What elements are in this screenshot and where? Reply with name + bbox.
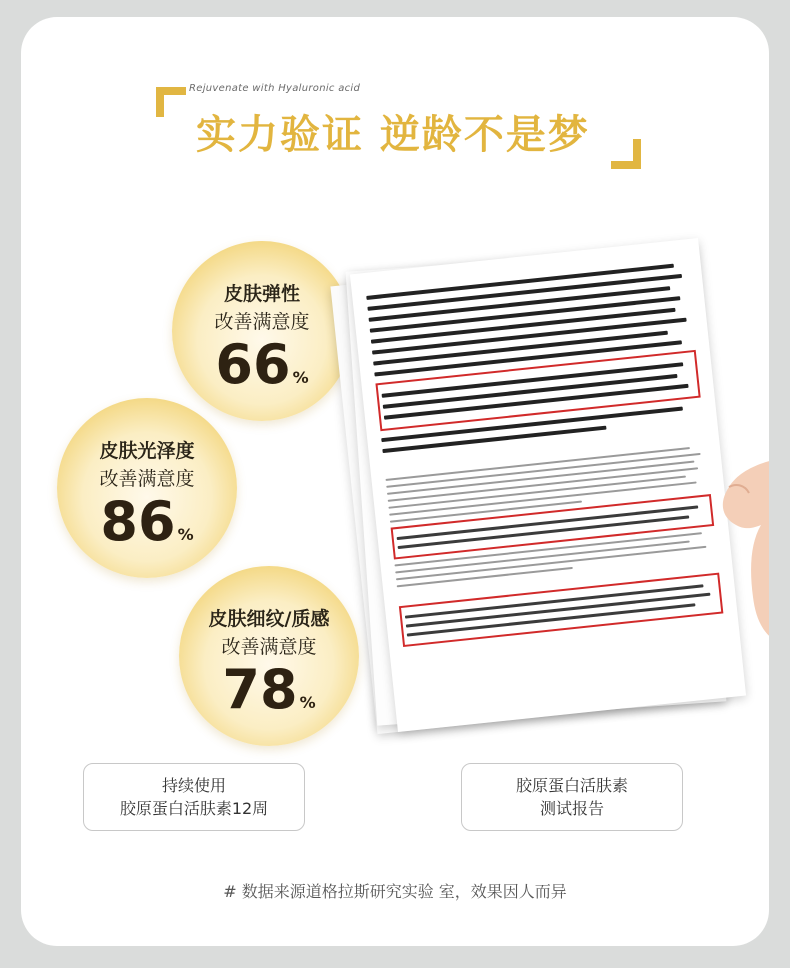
stat-number bbox=[172, 333, 352, 396]
stat-unit: % bbox=[292, 368, 309, 387]
stat-number bbox=[179, 658, 359, 721]
header-title: 实力验证 逆龄不是梦 bbox=[196, 112, 590, 158]
highlight-box bbox=[375, 350, 700, 431]
button-line: 胶原蛋白活肤素 bbox=[515, 776, 628, 795]
stat-fine-lines bbox=[179, 566, 359, 746]
stat-label: 改善满意度 bbox=[99, 468, 195, 490]
button-line: 测试报告 bbox=[539, 799, 604, 818]
bracket-top-left bbox=[156, 87, 186, 117]
stat-unit: % bbox=[177, 525, 194, 544]
research-paper-illustration bbox=[343, 237, 743, 737]
usage-duration-button[interactable] bbox=[83, 763, 305, 831]
button-line: 胶原蛋白活肤素12周 bbox=[119, 799, 269, 818]
test-report-button[interactable] bbox=[461, 763, 683, 831]
stat-name: 皮肤弹性 bbox=[223, 283, 300, 305]
content-card bbox=[21, 17, 769, 946]
stat-label: 改善满意度 bbox=[214, 311, 310, 333]
data-source-footnote: # 数据来源道格拉斯研究实验 室，效果因人而异 bbox=[223, 882, 567, 901]
stat-label: 改善满意度 bbox=[221, 636, 317, 658]
stat-name: 皮肤细纹/质感 bbox=[208, 608, 330, 630]
paper-sheet-front bbox=[350, 238, 746, 732]
stat-radiance bbox=[57, 398, 237, 578]
bracket-bottom-right bbox=[611, 139, 641, 169]
button-line: 持续使用 bbox=[161, 776, 226, 795]
stat-value: 78 bbox=[222, 658, 298, 721]
stat-name: 皮肤光泽度 bbox=[99, 440, 195, 462]
header-subtitle: Rejuvenate with Hyaluronic acid bbox=[189, 83, 361, 94]
stat-number bbox=[57, 490, 237, 553]
stat-elasticity bbox=[172, 241, 352, 421]
stat-value: 86 bbox=[100, 490, 176, 553]
stat-unit: % bbox=[299, 693, 316, 712]
stat-value: 66 bbox=[215, 333, 291, 396]
hand-holding-paper-icon bbox=[711, 447, 769, 647]
